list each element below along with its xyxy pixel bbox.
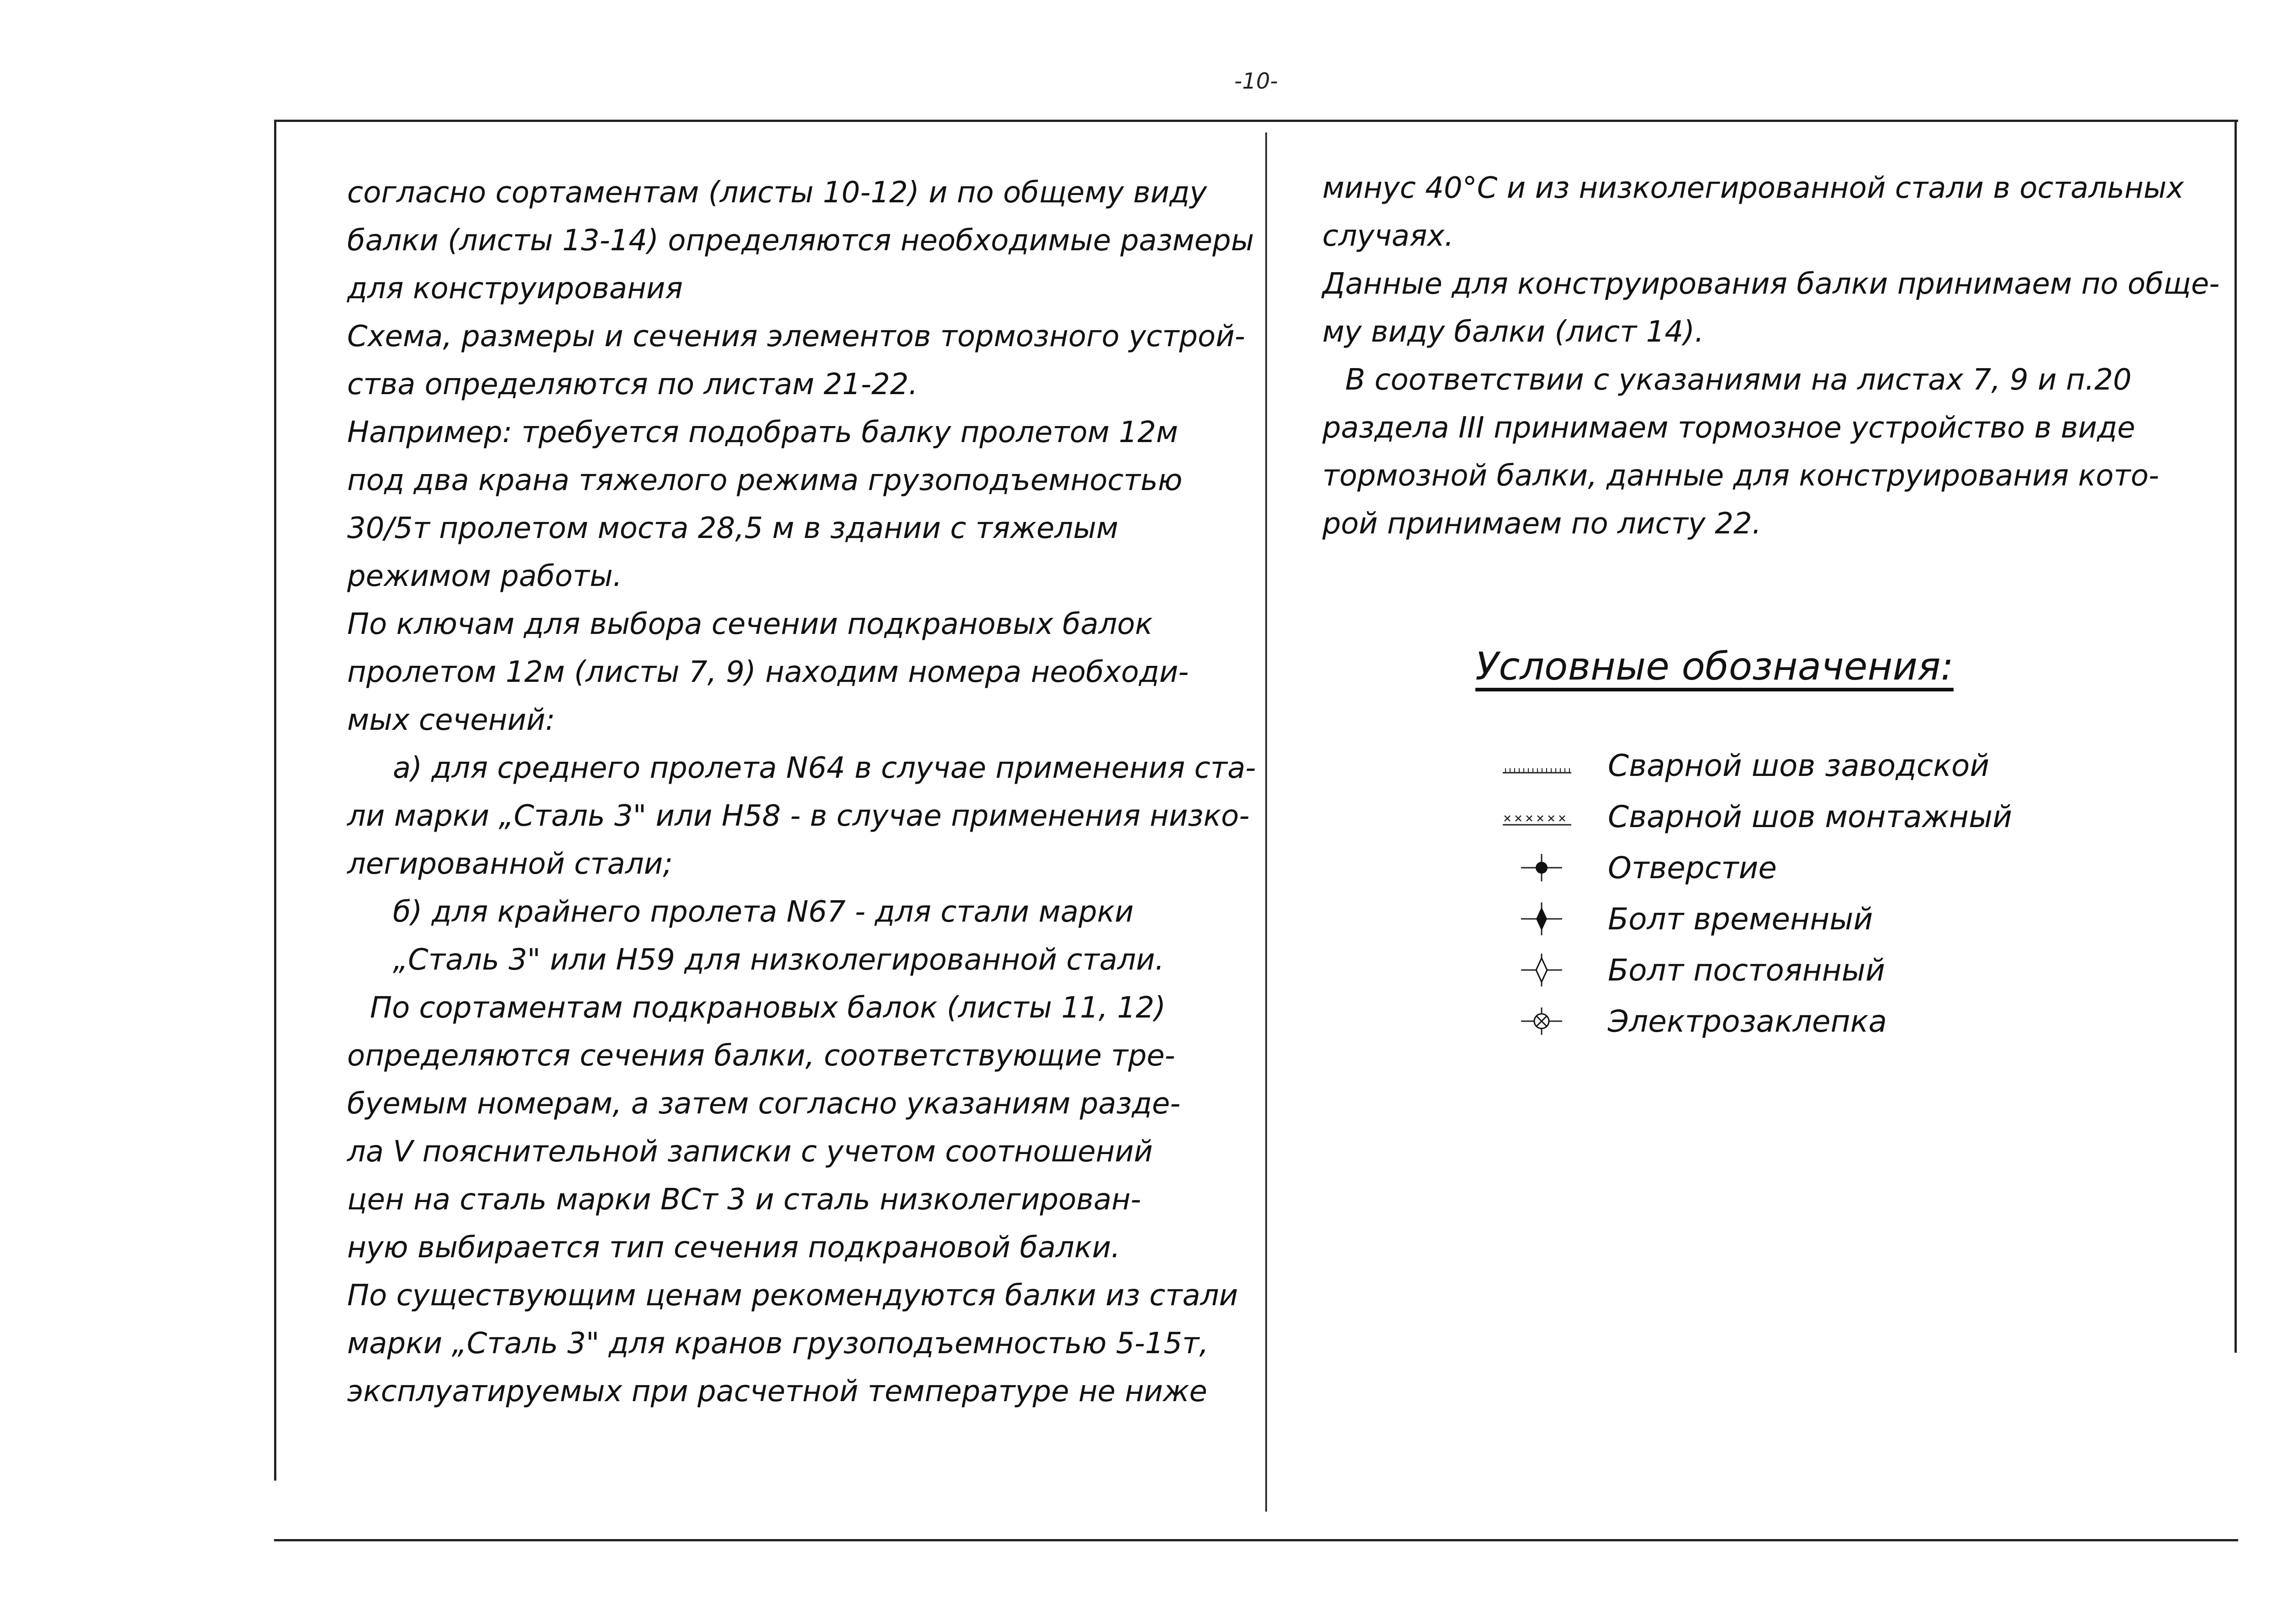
legend-item (1503, 944, 2188, 996)
legend-title: Условные обозначения: (1475, 644, 1954, 689)
text-line: По существующим ценам рекомендуются балки из стали (347, 1279, 1238, 1313)
text-line: эксплуатируемых при расчетной температуре не ниже (347, 1375, 1207, 1408)
frame-top-border (274, 120, 2238, 122)
text-line: балки (листы 13-14) определяются необходимые размеры (347, 224, 1254, 258)
text-line: режимом работы. (347, 559, 622, 593)
text-line: ла V пояснительной записки с учетом соотношений (347, 1135, 1153, 1169)
permanent-bolt-icon (1503, 944, 1608, 996)
legend-label: Отверстие (1608, 850, 1777, 886)
frame-left-border (274, 120, 276, 1481)
text-line: легированной стали; (347, 847, 673, 881)
text-line: марки „Сталь 3" для кранов грузоподъемностью 5-15т, (347, 1327, 1209, 1360)
right-text-column (1322, 164, 2227, 548)
legend-label: Болт временный (1608, 901, 1873, 937)
text-line: под два крана тяжелого режима грузоподъемностью (347, 464, 1183, 497)
text-line: му виду балки (лист 14). (1322, 315, 1704, 349)
text-line: б) для крайнего пролета N67 - для стали марки (393, 895, 1134, 929)
text-line: определяются сечения балки, соответствующие тре- (347, 1039, 1175, 1073)
text-line: Например: требуется подобрать балку пролетом 12м (347, 416, 1178, 449)
text-line: минус 40°С и из низколегированной стали в остальных (1322, 171, 2184, 205)
text-line: пролетом 12м (листы 7, 9) находим номера необходи- (347, 655, 1189, 689)
page-number: -10- (1234, 69, 1278, 94)
site-weld-icon (1503, 791, 1608, 842)
text-line: тормозной балки, данные для конструирования кото- (1322, 459, 2159, 493)
legend-label: Электрозаклепка (1608, 1003, 1887, 1039)
legend-item (1503, 842, 2188, 893)
text-line: рой принимаем по листу 22. (1322, 507, 1762, 541)
hole-icon (1503, 842, 1608, 893)
text-line: По сортаментам подкрановых балок (листы 11, 12) (370, 991, 1166, 1025)
legend-label: Сварной шов монтажный (1608, 799, 2013, 834)
legend-item (1503, 791, 2188, 842)
text-line: ную выбирается тип сечения подкрановой балки. (347, 1231, 1120, 1265)
legend-item (1503, 740, 2188, 791)
text-line: Схема, размеры и сечения элементов тормозного устрой- (347, 320, 1245, 353)
text-line: буемым номерам, а затем согласно указаниям разде- (347, 1087, 1181, 1121)
factory-weld-icon (1503, 740, 1608, 791)
text-line: мых сечений: (347, 703, 555, 737)
text-line: раздела III принимаем тормозное устройство в виде (1322, 411, 2135, 445)
text-line: По ключам для выбора сечении подкрановых балок (347, 607, 1153, 641)
legend-item (1503, 893, 2188, 944)
text-line: цен на сталь марки ВСт 3 и сталь низколегирован- (347, 1183, 1141, 1217)
column-divider (1265, 132, 1267, 1512)
text-line: ства определяются по листам 21-22. (347, 368, 918, 401)
electric-rivet-icon (1503, 996, 1608, 1047)
text-line: ли марки „Сталь 3" или Н58 - в случае применения низко- (347, 799, 1250, 833)
text-line: В соответствии с указаниями на листах 7, 9 и п.20 (1345, 363, 2132, 397)
legend-item (1503, 996, 2188, 1047)
text-line: „Сталь 3" или Н59 для низколегированной стали. (393, 943, 1164, 977)
legend-label: Болт постоянный (1608, 952, 1885, 988)
text-line: 30/5т пролетом моста 28,5 м в здании с тяжелым (347, 511, 1119, 545)
text-line: а) для среднего пролета N64 в случае применения ста- (393, 751, 1256, 785)
frame-bottom-border (274, 1539, 2238, 1541)
text-line: для конструирования (347, 272, 683, 306)
temporary-bolt-icon (1503, 893, 1608, 944)
frame-right-border (2234, 120, 2237, 1353)
text-line: согласно сортаментам (листы 10-12) и по общему виду (347, 176, 1207, 210)
legend (1503, 740, 2188, 1047)
text-line: Данные для конструирования балки принимаем по обще- (1322, 267, 2220, 301)
legend-label: Сварной шов заводской (1608, 748, 1990, 783)
left-text-column (347, 169, 1256, 1416)
text-line: случаях. (1322, 219, 1454, 253)
